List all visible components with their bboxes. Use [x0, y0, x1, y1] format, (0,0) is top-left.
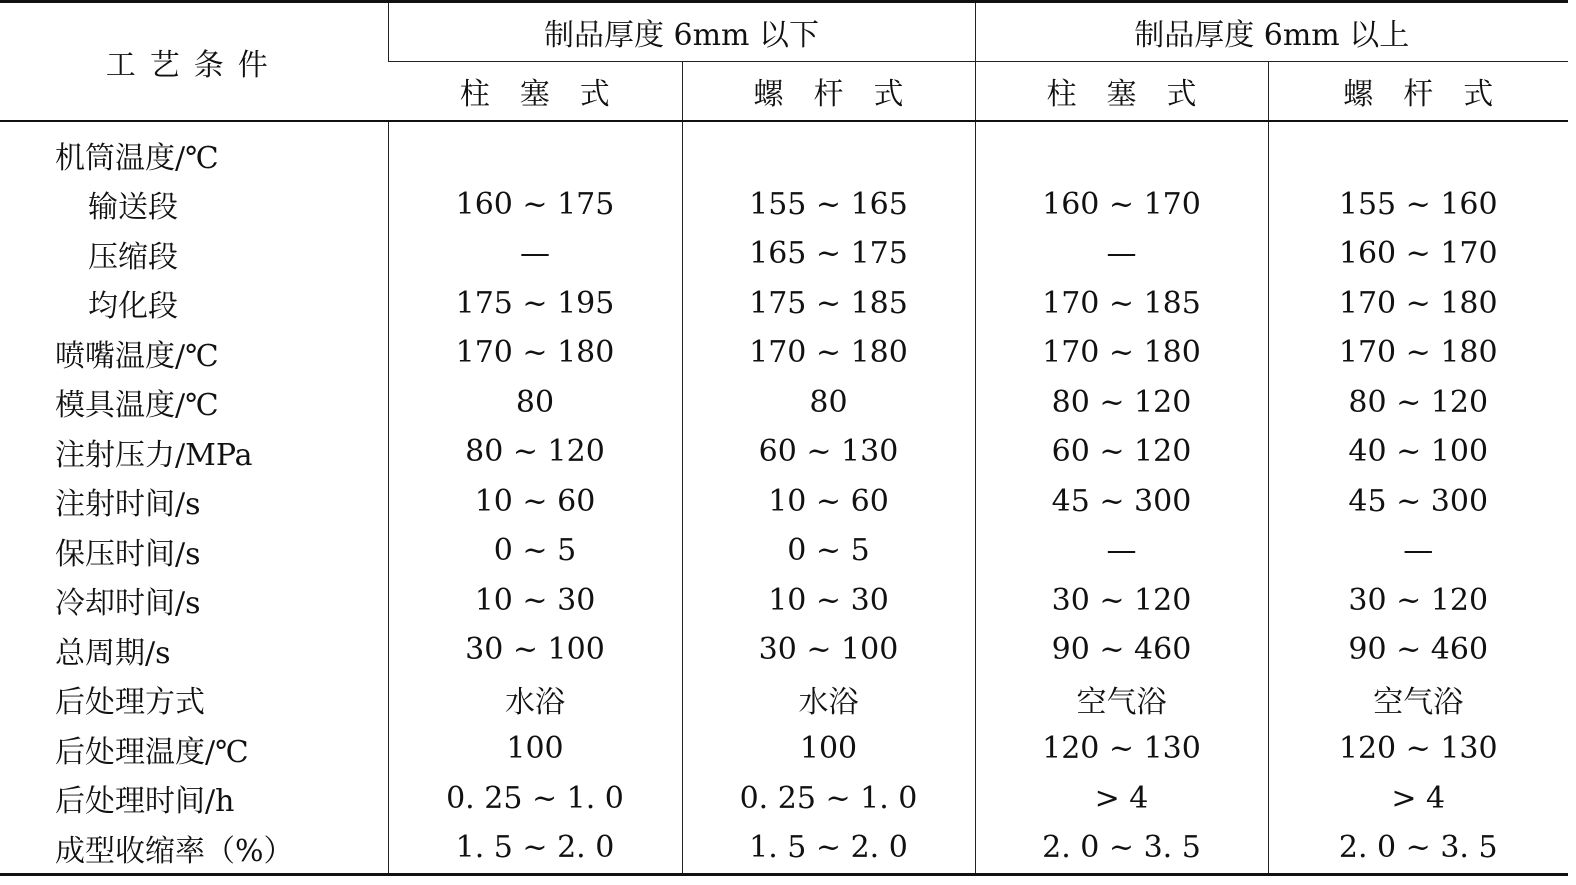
table-cell: 100: [682, 724, 975, 774]
row-label: 后处理时间/h: [55, 784, 235, 820]
table-cell: 60 ~ 130: [682, 427, 975, 477]
method-header: 柱塞式: [459, 77, 640, 112]
row-label: 机筒温度/℃: [55, 140, 219, 176]
table-cell: —: [388, 229, 682, 279]
table-cell: 155 ~ 165: [682, 180, 975, 230]
row-label: 模具温度/℃: [55, 388, 219, 424]
table-cell: 155 ~ 160: [1268, 180, 1568, 230]
table-cell: 60 ~ 120: [975, 427, 1268, 477]
method-header: 螺杆式: [1268, 62, 1568, 122]
row-label: 后处理方式: [55, 685, 205, 721]
row-label: 后处理温度/℃: [55, 734, 249, 770]
table-cell: 80: [682, 378, 975, 428]
row-label: 输送段: [88, 190, 178, 226]
row-label: 保压时间/s: [55, 536, 201, 572]
table-cell: 80: [388, 378, 682, 428]
table-cell: 90 ~ 460: [1268, 625, 1568, 675]
table-cell: —: [975, 526, 1268, 576]
corner-header: 工艺条件: [105, 47, 282, 83]
table-cell: 水浴: [682, 675, 975, 725]
table-cell: 0. 25 ~ 1. 0: [388, 774, 682, 824]
table-cell: 170 ~ 180: [1268, 328, 1568, 378]
table-row: [0, 823, 1568, 874]
table-row: [0, 229, 1568, 279]
table-cell: 175 ~ 195: [388, 279, 682, 329]
table-cell: 120 ~ 130: [975, 724, 1268, 774]
row-label: 成型收缩率（%）: [55, 833, 294, 869]
table-cell: 0 ~ 5: [682, 526, 975, 576]
table-cell: 10 ~ 60: [388, 477, 682, 527]
table-cell: [1268, 121, 1568, 180]
table-body: [0, 121, 1568, 874]
group-header-thick: 制品厚度 6mm 以上: [975, 2, 1568, 62]
table-cell: 0. 25 ~ 1. 0: [682, 774, 975, 824]
table-cell: 175 ~ 185: [682, 279, 975, 329]
table-cell: 30 ~ 100: [682, 625, 975, 675]
table-cell: 90 ~ 460: [975, 625, 1268, 675]
table-row: [0, 526, 1568, 576]
row-label: 注射压力/MPa: [55, 437, 253, 473]
table-row: [0, 328, 1568, 378]
group-header-thin: 制品厚度 6mm 以下: [388, 2, 975, 62]
table-cell: [388, 121, 682, 180]
table-cell: > 4: [1268, 774, 1568, 824]
table-header: [0, 2, 1568, 122]
table-cell: 40 ~ 100: [1268, 427, 1568, 477]
table-cell: 45 ~ 300: [1268, 477, 1568, 527]
table-cell: 空气浴: [975, 675, 1268, 725]
row-label: 总周期/s: [55, 635, 171, 671]
table-cell: 10 ~ 30: [388, 576, 682, 626]
table-cell: 10 ~ 60: [682, 477, 975, 527]
table-cell: 2. 0 ~ 3. 5: [975, 823, 1268, 874]
table-cell: 100: [388, 724, 682, 774]
table-row: [0, 477, 1568, 527]
table-cell: 10 ~ 30: [682, 576, 975, 626]
table-cell: 160 ~ 170: [975, 180, 1268, 230]
row-label: 压缩段: [88, 239, 178, 275]
table-row: [0, 675, 1568, 725]
table-cell: [682, 121, 975, 180]
table-cell: [975, 121, 1268, 180]
table-cell: 170 ~ 185: [975, 279, 1268, 329]
table-cell: 0 ~ 5: [388, 526, 682, 576]
table-row: [0, 121, 1568, 180]
table-row: [0, 180, 1568, 230]
table-cell: 30 ~ 120: [1268, 576, 1568, 626]
table-row: [0, 724, 1568, 774]
table-cell: 水浴: [388, 675, 682, 725]
table-row: [0, 279, 1568, 329]
table-row: [0, 774, 1568, 824]
row-label: 注射时间/s: [55, 487, 201, 523]
table-cell: 30 ~ 100: [388, 625, 682, 675]
table-cell: 1. 5 ~ 2. 0: [682, 823, 975, 874]
table-row: [0, 378, 1568, 428]
table-row: [0, 625, 1568, 675]
table-cell: 80 ~ 120: [1268, 378, 1568, 428]
table-cell: 80 ~ 120: [388, 427, 682, 477]
row-label: 冷却时间/s: [55, 586, 201, 622]
table-cell: 170 ~ 180: [682, 328, 975, 378]
table-cell: 30 ~ 120: [975, 576, 1268, 626]
row-label: 均化段: [88, 289, 178, 325]
table-row: [0, 576, 1568, 626]
table-cell: 165 ~ 175: [682, 229, 975, 279]
table-cell: 170 ~ 180: [388, 328, 682, 378]
table-cell: 1. 5 ~ 2. 0: [388, 823, 682, 874]
table-cell: > 4: [975, 774, 1268, 824]
table-cell: —: [1268, 526, 1568, 576]
table-cell: 160 ~ 175: [388, 180, 682, 230]
row-label: 喷嘴温度/℃: [55, 338, 219, 374]
method-header: 螺杆式: [682, 62, 975, 122]
table-row: [0, 427, 1568, 477]
method-header: 柱塞式: [975, 62, 1268, 122]
table-cell: 45 ~ 300: [975, 477, 1268, 527]
table-cell: 170 ~ 180: [1268, 279, 1568, 329]
table-cell: 160 ~ 170: [1268, 229, 1568, 279]
table-cell: 2. 0 ~ 3. 5: [1268, 823, 1568, 874]
table-cell: 120 ~ 130: [1268, 724, 1568, 774]
table-cell: —: [975, 229, 1268, 279]
table-cell: 80 ~ 120: [975, 378, 1268, 428]
table-cell: 170 ~ 180: [975, 328, 1268, 378]
table-cell: 空气浴: [1268, 675, 1568, 725]
